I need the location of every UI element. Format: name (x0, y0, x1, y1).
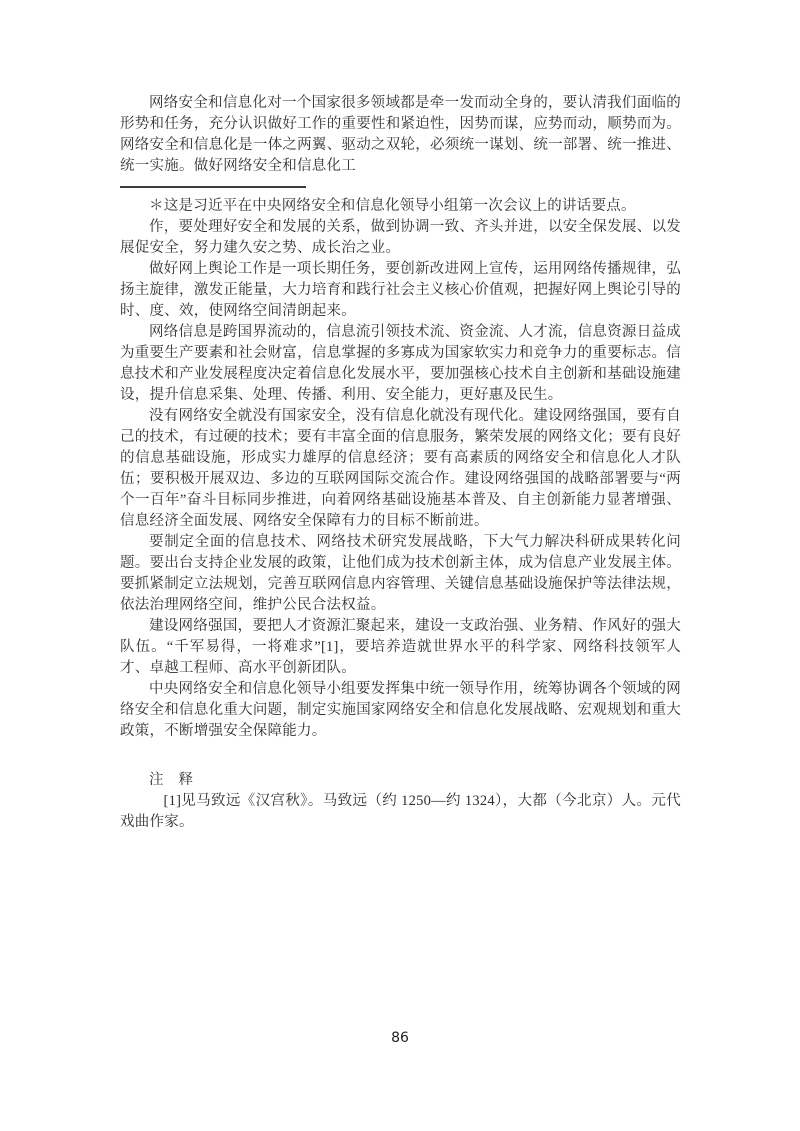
body-paragraph: 作，要处理好安全和发展的关系，做到协调一致、齐头并进，以安全保发展、以发展促安全，努力建久安之势、成长治之业。 (120, 219, 681, 256)
note-item: [1]见马致远《汉宫秋》。马致远（约 1250—约 1324），大都（今北京）人。元代戏曲作家。 (120, 793, 681, 830)
footnote-separator-rule (120, 186, 306, 188)
body-paragraph: 网络信息是跨国界流动的，信息流引领技术流、资金流、人才流，信息资源日益成为重要生产要素和社会财富，信息掌握的多寡成为国家软实力和竞争力的重要标志。信息技术和产业发展程度决定着信息化发展水平，要加强核心技术自主创新和基础设施建设，提升信息采集、处理、传播、利用、安全能力，更好惠及民生。 (120, 324, 681, 403)
footnote-text: ＊这是习近平在中央网络安全和信息化领导小组第一次会议上的讲话要点。 (149, 198, 636, 214)
body-paragraph: 中央网络安全和信息化领导小组要发挥集中统一领导作用，统筹协调各个领域的网络安全和信息化重大问题，制定实施国家网络安全和信息化发展战略、宏观规划和重大政策，不断增强安全保障能力。 (120, 681, 681, 739)
notes-section-title: 注 释 (149, 772, 194, 788)
body-paragraph: 做好网上舆论工作是一项长期任务，要创新改进网上宣传，运用网络传播规律，弘扬主旋律，激发正能量，大力培育和践行社会主义核心价值观，把握好网上舆论引导的时、度、效，使网络空间清朗起来。 (120, 261, 681, 319)
page-content (120, 93, 681, 833)
intro-paragraph: 网络安全和信息化对一个国家很多领域都是牵一发而动全身的，要认清我们面临的形势和任务，充分认识做好工作的重要性和紧迫性，因势而谋，应势而动，顺势而为。网络安全和信息化是一体之两翼、驱动之双轮，必须统一谋划、统一部署、统一推进、统一实施。做好网络安全和信息化工 (120, 95, 681, 174)
body-paragraph: 没有网络安全就没有国家安全，没有信息化就没有现代化。建设网络强国，要有自己的技术，有过硬的技术；要有丰富全面的信息服务，繁荣发展的网络文化；要有良好的信息基础设施，形成实力雄厚的信息经济；要有高素质的网络安全和信息化人才队伍；要积极开展双边、多边的互联网国际交流合作。建设网络强国的战略部署要与“两个一百年”奋斗目标同步推进，向着网络基础设施基本普及、自主创新能力显著增强、信息经济全面发展、网络安全保障有力的目标不断前进。 (120, 408, 681, 529)
notes-section (120, 770, 681, 833)
body-paragraph: 要制定全面的信息技术、网络技术研究发展战略，下大气力解决科研成果转化问题。要出台支持企业发展的政策，让他们成为技术创新主体，成为信息产业发展主体。要抓紧制定立法规划，完善互联网信息内容管理、关键信息基础设施保护等法律法规，依法治理网络空间，维护公民合法权益。 (120, 534, 681, 613)
page-number: 86 (391, 1030, 409, 1046)
body-paragraph: 建设网络强国，要把人才资源汇聚起来，建设一支政治强、业务精、作风好的强大队伍。“千军易得，一将难求”[1]，要培养造就世界水平的科学家、网络科技领军人才、卓越工程师、高水平创新团队。 (120, 618, 681, 676)
